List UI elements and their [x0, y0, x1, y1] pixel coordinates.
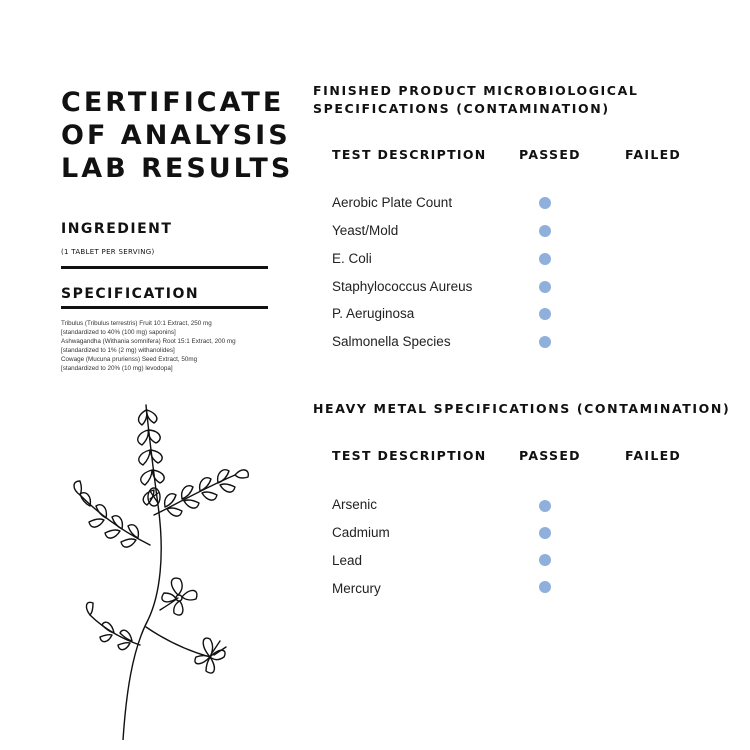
section-title-line: SPECIFICATIONS (CONTAMINATION): [313, 101, 610, 116]
test-row-label: Yeast/Mold: [332, 223, 399, 238]
passed-indicator-dot: [539, 197, 551, 209]
specification-heading: SPECIFICATION: [61, 286, 200, 302]
col-header-passed: PASSED: [519, 448, 581, 463]
ingredient-serving-note: (1 TABLET PER SERVING): [61, 248, 155, 256]
heavy-metal-section-title: [313, 400, 730, 418]
test-row-label: Lead: [332, 553, 363, 568]
passed-indicator-dot: [539, 225, 551, 237]
divider: [61, 266, 268, 269]
leaf-cluster: [138, 410, 164, 505]
test-row-label: P. Aeruginosa: [332, 306, 415, 321]
test-row-label: Mercury: [332, 581, 381, 596]
title-line: OF ANALYSIS: [61, 120, 291, 151]
plant-illustration: [50, 395, 265, 740]
passed-indicator-dot: [539, 527, 551, 539]
test-row-label: Arsenic: [332, 497, 378, 512]
specification-line: [standardized to 1% (2 mg) withanolides]: [61, 346, 175, 354]
passed-indicator-dot: [539, 281, 551, 293]
title-line: LAB RESULTS: [61, 153, 294, 184]
passed-indicator-dot: [539, 253, 551, 265]
passed-indicator-dot: [539, 581, 551, 593]
specification-line: [standardized to 20% (10 mg) levodopa]: [61, 364, 173, 372]
divider: [61, 306, 268, 309]
passed-indicator-dot: [539, 336, 551, 348]
ingredient-heading: INGREDIENT: [61, 221, 173, 237]
test-row-label: Cadmium: [332, 525, 390, 540]
specification-line: Cowage (Mucuna prurienss) Seed Extract, 50mg: [61, 355, 198, 363]
col-header-failed: FAILED: [625, 147, 682, 162]
test-row-label: Salmonella Species: [332, 334, 451, 349]
test-row-label: Staphylococcus Aureus: [332, 279, 473, 294]
section-title-line: FINISHED PRODUCT MICROBIOLOGICAL: [313, 83, 639, 98]
passed-indicator-dot: [539, 554, 551, 566]
title-line: CERTIFICATE: [61, 87, 285, 118]
col-header-test-description: TEST DESCRIPTION: [332, 147, 487, 162]
col-header-test-description: TEST DESCRIPTION: [332, 448, 487, 463]
specification-line: Tribulus (Tribulus terrestris) Fruit 10:1 Extract, 250 mg: [61, 320, 212, 327]
specification-line: Ashwagandha (Withania somnifera) Root 15:1 Extract, 200 mg: [61, 337, 236, 345]
leaf-cluster: [86, 602, 132, 649]
test-row-label: E. Coli: [332, 251, 372, 266]
flower: [160, 578, 197, 615]
leaf-cluster: [74, 481, 138, 547]
col-header-failed: FAILED: [625, 448, 682, 463]
passed-indicator-dot: [539, 308, 551, 320]
leaf-cluster: [165, 470, 249, 516]
test-row-label: Aerobic Plate Count: [332, 195, 453, 210]
micro-section-title: [313, 82, 638, 118]
document-title: [61, 86, 293, 185]
specification-line: [standardized to 40% (100 mg) saponins]: [61, 328, 176, 336]
col-header-passed: PASSED: [519, 147, 581, 162]
specification-list: [61, 320, 281, 373]
passed-indicator-dot: [539, 500, 551, 512]
seed-pod: [195, 638, 226, 673]
section-title-line: HEAVY METAL SPECIFICATIONS (CONTAMINATION): [313, 401, 731, 416]
